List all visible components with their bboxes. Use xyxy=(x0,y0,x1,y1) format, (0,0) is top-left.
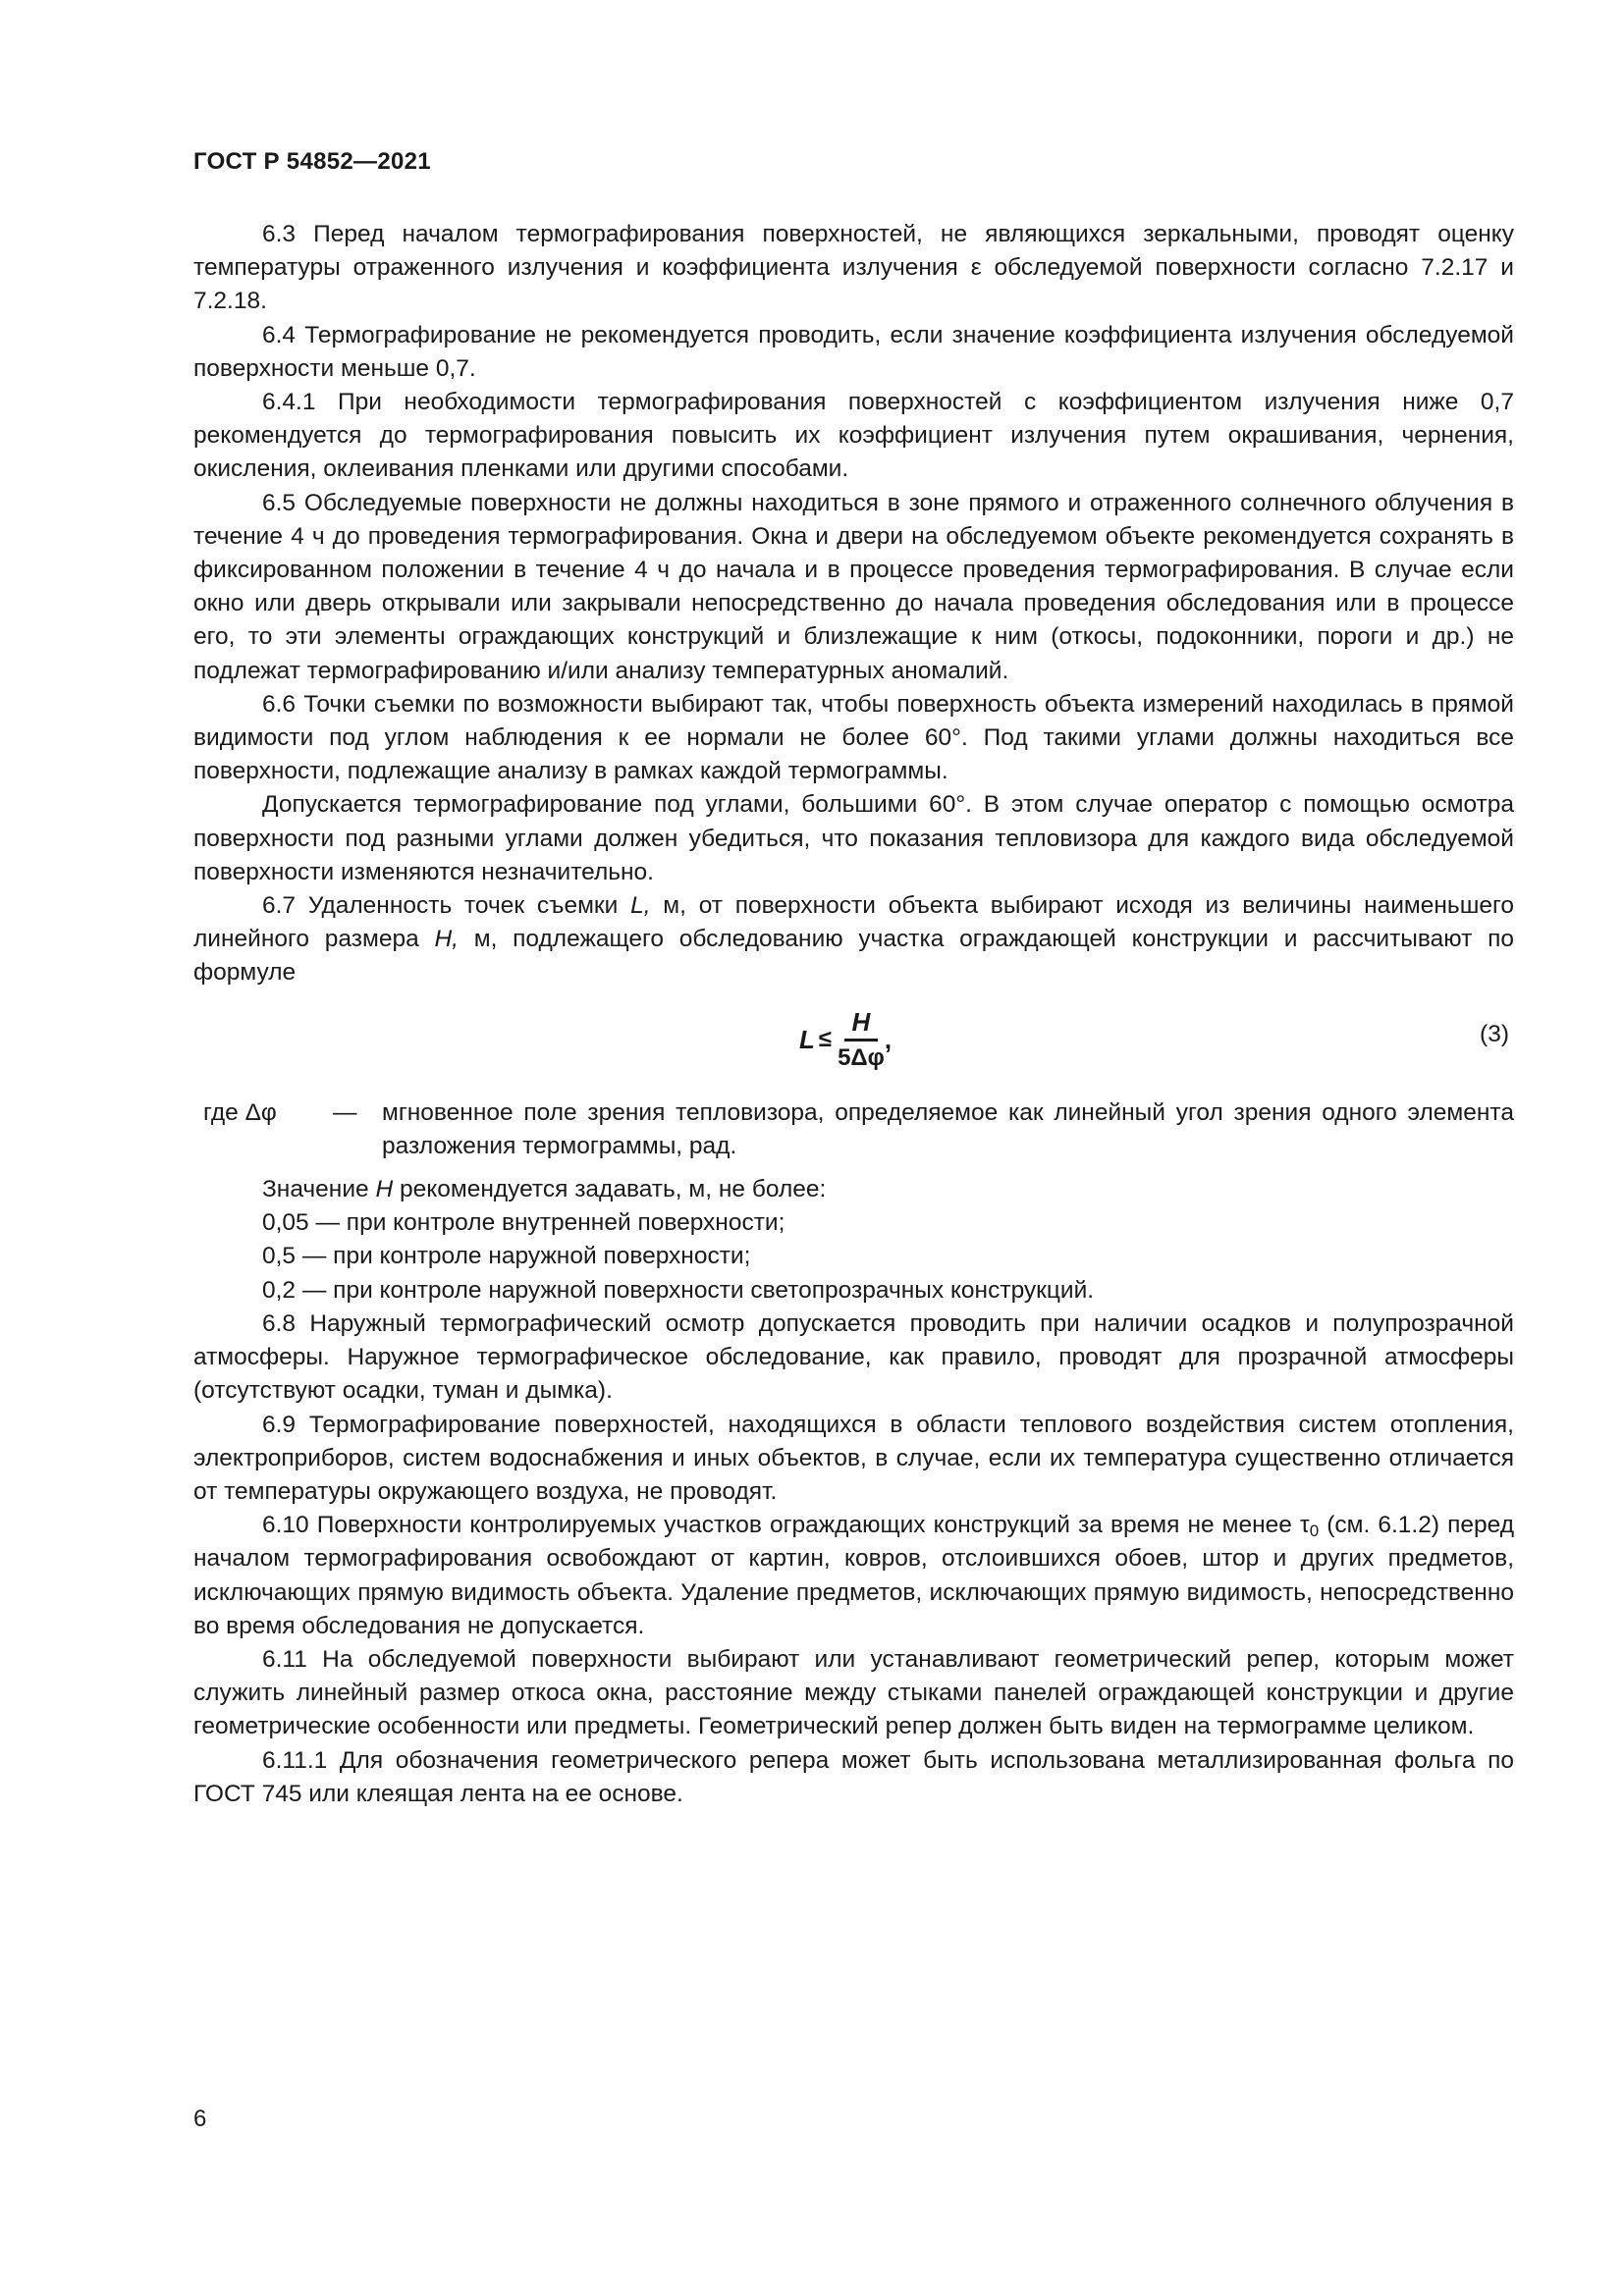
text-run: рекомендуется задавать, м, не более: xyxy=(393,1176,827,1203)
paragraph-h-value xyxy=(193,1173,1514,1206)
document-body xyxy=(193,218,1514,1811)
formula-fraction xyxy=(838,1005,885,1075)
paragraph-6-7 xyxy=(193,889,1514,990)
text-run: 6.7 Удаленность точек съемки xyxy=(262,892,631,920)
paragraph-6-8: 6.8 Наружный термографический осмотр допускается проводить при наличии осадков и полупрозрачной атмосферы. Наружное термографическое обследование, как правило, проводят для прозрачной атмосферы (отсутствуют осадки, туман и дымка). xyxy=(193,1309,1514,1405)
text-run: 6.10 Поверхности контролируемых участков ограждающих конструкций за время не менее τ xyxy=(262,1512,1310,1539)
paragraph-6-9: 6.9 Термографирование поверхностей, находящихся в области теплового воздействия систем отопления, электроприборов, систем водоснабжения и иных объектов, в случае, если их температура существенно отличается от температуры окружающего воздуха, не проводят. xyxy=(193,1411,1514,1505)
formula xyxy=(799,1005,892,1075)
where-definition: мгновенное поле зрения тепловизора, определяемое как линейный угол зрения одного элемента разложения термограммы, рад. xyxy=(382,1098,1514,1159)
text-run: Значение xyxy=(262,1176,376,1203)
paragraph-6-11: 6.11 На обследуемой поверхности выбирают или устанавливают геометрический репер, которым может служить линейный размер откоса окна, расстояние между стыками панелей ограждающей конструкции и другие геометрические особенности или предметы. Геометрический репер должен быть виден на термограмме целиком. xyxy=(193,1645,1514,1740)
symbol-L: L, xyxy=(630,892,651,920)
formula-denominator: 5Δφ xyxy=(838,1043,885,1071)
list-item-external: 0,5 — при контроле наружной поверхности; xyxy=(262,1243,751,1270)
paragraph-6-4: 6.4 Термографирование не рекомендуется проводить, если значение коэффициента излучения обследуемой поверхности меньше 0,7. xyxy=(193,321,1514,382)
paragraph-6-6-cont: Допускается термографирование под углами, большими 60°. В этом случае оператор с помощью осмотра поверхности под разными углами должен убедиться, что показания тепловизора для каждого вида обследуемой поверхности изменяются незначительно. xyxy=(193,791,1514,885)
formula-lhs: L xyxy=(799,1025,815,1055)
text-run: м, от поверхности объекта выбирают исходя из величины наименьшего линейного размера xyxy=(193,892,1515,953)
formula-trail: , xyxy=(884,1025,893,1055)
paragraph-6-3: 6.3 Перед началом термографирования поверхностей, не являющихся зеркальными, проводят оценку температуры отраженного излучения и коэффициента излучения ε обследуемой поверхности согласно 7.2.17 и 7.2.18. xyxy=(193,221,1514,315)
where-term: где Δφ xyxy=(203,1098,277,1126)
subscript: 0 xyxy=(1309,1522,1320,1541)
text-run: м, подлежащего обследованию участка ограждающей конструкции и рассчитывают по формуле xyxy=(193,926,1514,987)
where-clause xyxy=(193,1096,1514,1163)
paragraph-6-5: 6.5 Обследуемые поверхности не должны находиться в зоне прямого и отраженного солнечного облучения в течение 4 ч до проведения термографирования. Окна и двери на обследуемом объекте рекомендуется сохранять в фиксированном положении в течение 4 ч до начала и в процессе проведения термографирования. В случае если окно или дверь открывали или закрывали непосредственно до начала проведения обследования или в процессе его, то эти элементы ограждающих конструкций и близлежащие к ним (откосы, подоконники, пороги и др.) не подлежат термографированию и/или анализу температурных аномалий. xyxy=(193,489,1514,684)
paragraph-6-10 xyxy=(193,1509,1514,1643)
page-number: 6 xyxy=(193,2106,207,2132)
paragraph-6-6: 6.6 Точки съемки по возможности выбирают так, чтобы поверхность объекта измерений находилась в прямой видимости под углом наблюдения к ее нормали не более 60°. Под такими углами должны находиться все поверхности, подлежащие анализу в рамках каждой термограммы. xyxy=(193,690,1514,785)
symbol-H: H xyxy=(375,1176,394,1203)
formula-number: (3) xyxy=(1480,1020,1509,1047)
list-item-internal: 0,05 — при контроле внутренней поверхности; xyxy=(262,1209,785,1237)
paragraph-6-4-1: 6.4.1 При необходимости термографирования поверхностей с коэффициентом излучения ниже 0,7 рекомендуется до термографирования повысить их коэффициент излучения путем окрашивания, чернения, окисления, оклеивания пленками или другими способами. xyxy=(193,389,1514,483)
text-run: (см. 6.1.2) перед началом термографирования освобождают от картин, ковров, отслоившихся обоев, штор и других предметов, исключающих прямую видимость объекта. Удаление предметов, исключающих прямую видимость, непосредственно во время обследования не допускается. xyxy=(193,1512,1514,1639)
where-dash: — xyxy=(333,1098,357,1126)
list-item-translucent: 0,2 — при контроле наружной поверхности светопрозрачных конструкций. xyxy=(262,1276,1095,1304)
paragraph-6-11-1: 6.11.1 Для обозначения геометрического репера может быть использована металлизированная фольга по ГОСТ 745 или клеящая лента на ее основе. xyxy=(193,1746,1514,1807)
formula-block xyxy=(193,990,1514,1096)
document-header: ГОСТ Р 54852—2021 xyxy=(193,148,431,175)
formula-relation: ≤ xyxy=(818,1026,833,1053)
symbol-H: H, xyxy=(434,926,459,953)
formula-numerator: H xyxy=(844,1005,879,1041)
